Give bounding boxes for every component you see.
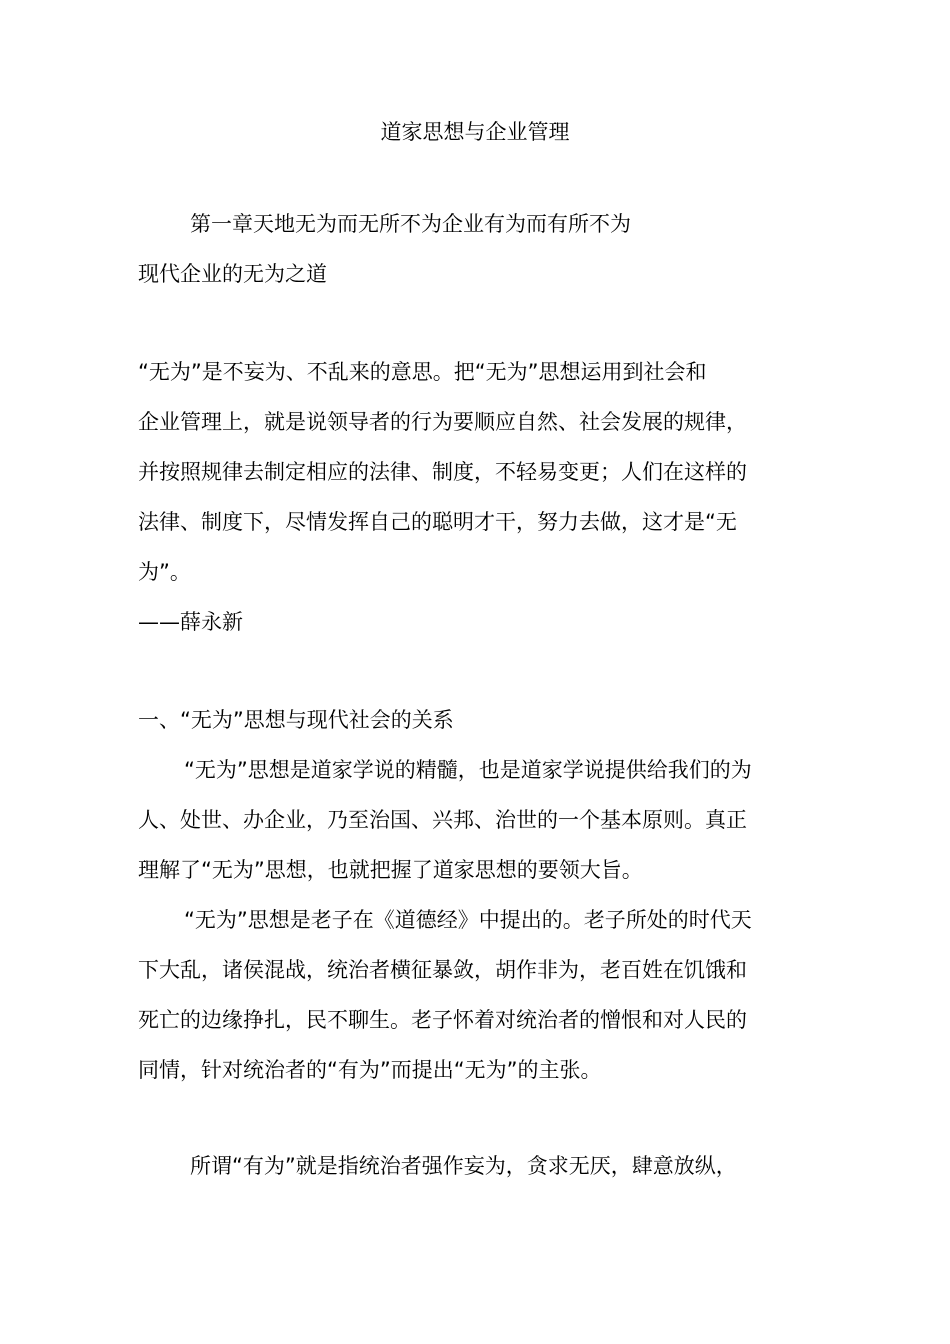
- section-heading: 一、“无为”思想与现代社会的关系: [138, 708, 454, 732]
- epigraph-line: 企业管理上，就是说领导者的行为要顺应自然、社会发展的规律，: [138, 410, 747, 434]
- paragraph-line: 死亡的边缘挣扎，民不聊生。老子怀着对统治者的憎恨和对人民的: [138, 1008, 747, 1032]
- epigraph-line: 法律、制度下，尽情发挥自己的聪明才干，努力去做，这才是“无: [138, 510, 737, 534]
- epigraph-line: 为”。: [138, 560, 191, 584]
- chapter-heading: 第一章天地无为而无所不为企业有为而有所不为: [190, 212, 631, 236]
- paragraph-line: 下大乱，诸侯混战，统治者横征暴敛，胡作非为，老百姓在饥饿和: [138, 958, 747, 982]
- epigraph-attribution: ——薛永新: [138, 610, 243, 634]
- epigraph-line: “无为”是不妄为、不乱来的意思。把“无为”思想运用到社会和: [138, 360, 707, 384]
- paragraph-line: “无为”思想是道家学说的精髓，也是道家学说提供给我们的为: [184, 758, 752, 782]
- paragraph-line: “无为”思想是老子在《道德经》中提出的。老子所处的时代天: [184, 908, 752, 932]
- paragraph-line: 同情，针对统治者的“有为”而提出“无为”的主张。: [138, 1058, 602, 1082]
- paragraph-line: 所谓“有为”就是指统治者强作妄为，贪求无厌，肆意放纵，: [190, 1154, 737, 1178]
- document-title: 道家思想与企业管理: [380, 120, 570, 144]
- epigraph-line: 并按照规律去制定相应的法律、制度，不轻易变更；人们在这样的: [138, 460, 747, 484]
- section-subtitle: 现代企业的无为之道: [138, 262, 327, 286]
- paragraph-line: 人、处世、办企业，乃至治国、兴邦、治世的一个基本原则。真正: [138, 808, 747, 832]
- paragraph-line: 理解了“无为”思想，也就把握了道家思想的要领大旨。: [138, 858, 643, 882]
